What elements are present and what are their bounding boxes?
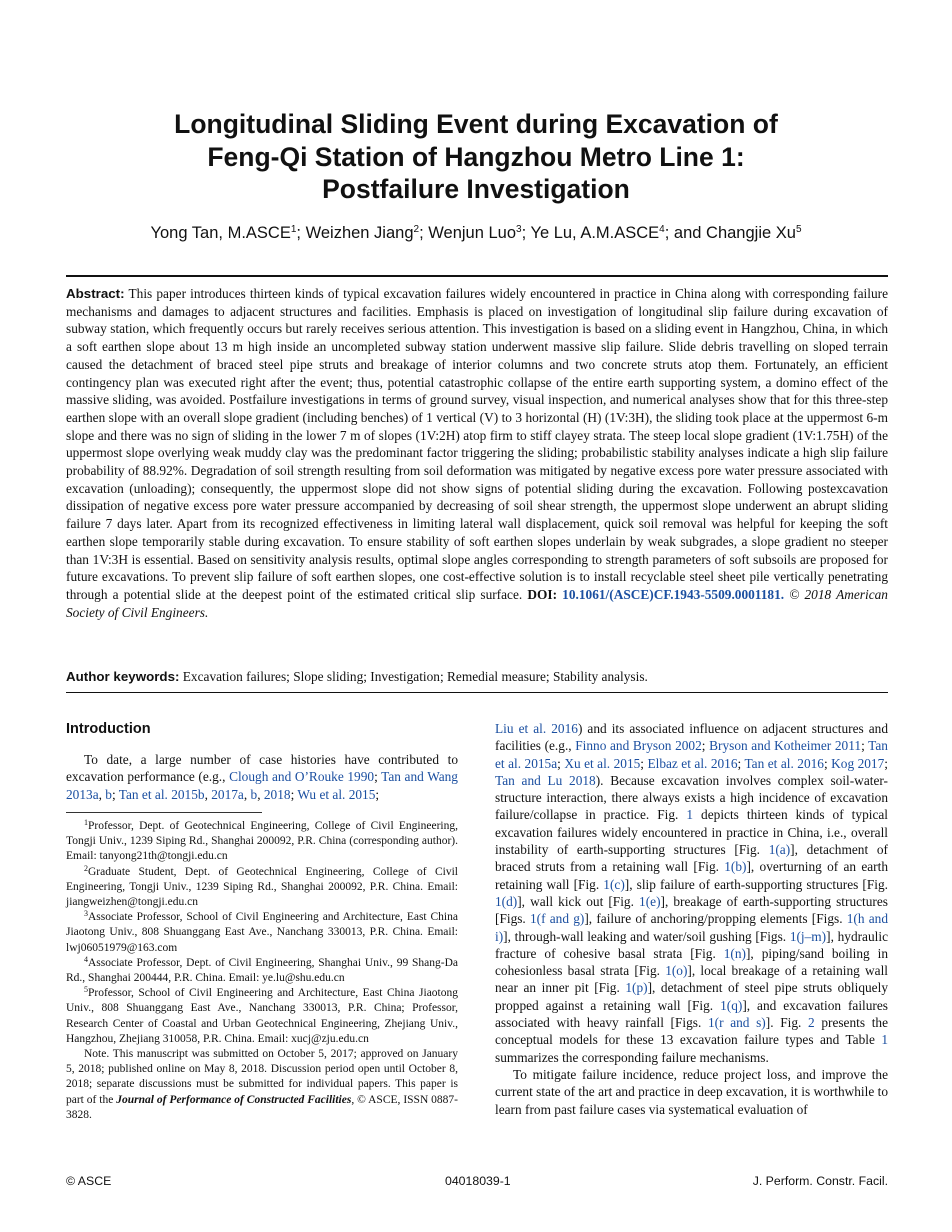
keywords-rule <box>66 692 888 693</box>
paragraph-text: To date, a large number of case histories have contributed to excavation performance (e.g., <box>66 752 458 785</box>
paragraph-text: ], slip failure of earth-supporting structures [Fig. <box>624 876 888 892</box>
citation-link[interactable]: 1(r and s) <box>707 1015 766 1031</box>
paragraph-text: , <box>204 786 212 802</box>
left-column <box>66 720 458 1123</box>
paragraph-text: ; <box>111 786 119 802</box>
paragraph-text: ) and its associated influence on adjacent structures and facilities (e.g., <box>495 721 888 754</box>
author-name: Wenjun Luo <box>428 224 517 242</box>
paragraph-text: ], through-wall leaking and water/soil gushing [Figs. <box>503 928 790 944</box>
right-column <box>495 720 888 1118</box>
intro-paragraph: To mitigate failure incidence, reduce project loss, and improve the current state of the art and practice in deep excavation, it is worthwhile to learn from past failure cases via systematical evaluation of <box>495 1066 888 1117</box>
citation-link[interactable]: Tan et al. 2015b <box>118 786 205 802</box>
footnote: $^2$Graduate Student, Dept. of Geotechnical Engineering, College of Civil Engineering, Tongji Univ., 1239 Siping Rd., Shanghai 200092, P.R. China. Email: jiangweizhen@tongji.edu.cn <box>66 863 458 908</box>
paragraph-text: ). Because excavation involves complex soil-water-structure interaction, there always exists a high incidence of excavation failure/collapse in practice. Fig. <box>495 772 888 823</box>
citation-link[interactable]: 1(h and i) <box>495 911 888 944</box>
submission-note: Note. This manuscript was submitted on October 5, 2017; approved on January 5, 2018; published online on May 8, 2018. Discussion period open until October 8, 2018; separate discussions must be submitted for individual papers. This paper is part of the Journal of Performance of Constructed Facilities, © ASCE, ISSN 0887-3828. <box>66 1047 458 1121</box>
citation-link[interactable]: 1(a) <box>768 842 791 858</box>
paragraph-text: ; <box>375 786 380 802</box>
abstract-copyright: © 2018 American Society of Civil Engineers. <box>66 586 888 620</box>
paragraph-text: ; <box>290 786 298 802</box>
author-list: Yong Tan, M.ASCE$^1$; Weizhen Jiang$^2$; Wenjun Luo$^3$; Ye Lu, A.M.ASCE$^4$; and Changjie Xu$^5$ <box>150 224 802 242</box>
citation-link[interactable]: 2018 <box>263 786 291 802</box>
footnotes <box>66 819 458 1123</box>
paragraph-text: presents the conceptual models for these 13 excavation failure types and Table <box>495 1015 889 1048</box>
paragraph-text: ; <box>861 738 869 754</box>
paragraph-text: summarizes the corresponding failure mechanisms. <box>495 1049 769 1065</box>
author-name: Changjie Xu <box>706 224 796 242</box>
citation-link[interactable]: 1(c) <box>603 876 625 892</box>
author-name: Ye Lu, A.M.ASCE <box>530 224 660 242</box>
paragraph-text: ], detachment of steel pipe struts obliquely propped against a retaining wall [Fig. <box>495 980 888 1013</box>
citation-link[interactable]: 1(j–m) <box>789 928 827 944</box>
citation-link[interactable]: 1(p) <box>625 980 648 996</box>
paper-title <box>60 108 892 206</box>
paragraph-text: , <box>243 786 251 802</box>
author-affiliation-mark: 4 <box>659 224 665 235</box>
citation-link[interactable]: b <box>250 786 258 802</box>
citation-link[interactable]: Liu et al. 2016 <box>495 721 578 736</box>
citation-link[interactable]: 1(e) <box>639 893 661 909</box>
paragraph-text: ], local breakage of a retaining wall near an inner pit [Fig. <box>495 963 888 996</box>
citation-link[interactable]: Wu et al. 2015 <box>297 786 376 802</box>
paragraph-text: ], detachment of braced struts from a retaining wall [Fig. <box>495 842 888 875</box>
author-keywords <box>66 668 888 686</box>
title-line: Feng-Qi Station of Hangzhou Metro Line 1: <box>207 141 745 172</box>
paragraph-text: , <box>257 786 264 802</box>
keywords-label: Author keywords: <box>66 669 180 684</box>
citation-link[interactable]: 2 <box>808 1015 815 1031</box>
paragraph-text: ], failure of anchoring/propping elements [Figs. <box>584 911 847 927</box>
footnote: $^3$Associate Professor, School of Civil Engineering and Architecture, East China Jiaotong Univ., 808 Shuanggang East Ave., Nanchang 330013, P.R. China. Email: lwj06051979@163.com <box>66 909 458 954</box>
citation-link[interactable]: Tan and Wang 2013a <box>66 769 458 802</box>
abstract-text: This paper introduces thirteen kinds of typical excavation failures widely encountered in practice in China along with corresponding failure mechanisms and damages to adjacent structures and facilities. Emphasis is placed on investigation of longitudinal slip failure during excavation of subway station, which frequently occurs but rarely receives serious attention. This investigation is based on a sliding event in Hangzhou, China, in which a soft earthen slope about 13 m high inside an uncompleted subway station underwent massive slip failure. Slide debris travelling on sloped terrain caused the detachment of braced steel pipe struts and breakage of interior columns and two concrete struts atop them. Fortunately, an efficient contingency plan was executed right after the event; thus, potential catastrophic collapse of the entire earth supporting system, a domino effect of the massive sliding, was avoided. Postfailure investigations in terms of ground survey, visual inspection, and numerical analyses show that for this three-step earthen slope with an overall slope gradient (including benches) of 1 vertical (V) to 3 horizontal (H) (1V:3H), the sliding took place at the uppermost 6-m slope and there was no sign of sliding in the lower 7 m of slopes (1V:2H) atop firm to stiff clayey strata. The steep local slope gradient (1V:1.75H) of the uppermost slope overlying weak muddy clay was the predominant factor triggering the sliding; probabilistic stability analyses indicate a high slip failure probability of 88.92%. Degradation of soil strength resulting from soil deformation was mitigated by negative excess pore water pressure associated with excavation (unloading); consequently, the uppermost slope did not show signs of potential sliding during the excavation. Following postexcavation dissipation of negative excess pore water pressure accompanied by decreasing of soil shear strength, the uppermost slope underwent an abrupt sliding failure 7 days later. Apart from its recognized effectiveness in limiting lateral wall displacement, quick soil removal was helpful for keeping the soft earthen slope temporarily stable during excavation. To ensure stability of soft earthen slopes underlain by weak subgrades, a slope gradient no steeper than 1V:3H is essential. Based on sensitivity analysis results, optimal slope angles corresponding to strength parameters of soft subsoils are proposed for future excavations. To prevent slip failure of soft earthen slopes, one cost-effective solution is to install recyclable steel sheet pile vertically penetrating through a potential slide at the deepest point of the estimated critical slip surface. <box>66 286 888 602</box>
citation-link[interactable]: 1 <box>686 807 694 823</box>
header-rule <box>66 275 888 277</box>
paragraph-text: ], hydraulic fracture of cohesive basal strata [Fig. <box>495 928 888 961</box>
paragraph-text: ; <box>737 755 745 771</box>
author-affiliation-mark: 1 <box>290 224 297 235</box>
doi-link[interactable]: 10.1061/(ASCE)CF.1943-5509.0001181. <box>562 586 785 602</box>
journal-name: Journal of Performance of Constructed Facilities <box>116 1093 352 1106</box>
citation-link[interactable]: Bryson and Kotheimer 2011 <box>709 738 862 754</box>
citation-link[interactable]: Tan et al. 2015a <box>495 738 888 771</box>
citation-link[interactable]: Xu et al. 2015 <box>564 755 641 771</box>
citation-link[interactable]: b <box>105 786 112 802</box>
author-affiliation-mark: 3 <box>516 224 522 235</box>
citation-link[interactable]: 2017a <box>211 786 244 802</box>
citation-link[interactable]: 1(q) <box>720 997 743 1013</box>
footnote: $^1$Professor, Dept. of Geotechnical Engineering, College of Civil Engineering, Tongji Univ., 1239 Siping Rd., Shanghai 200092, P.R. China (corresponding author). Email: tanyong21th@tongji.edu.cn <box>66 817 458 863</box>
paragraph-text: depicts thirteen kinds of typical excavation failures widely encountered in practice in China, i.e., overall instability of earth-supporting structures [Fig. <box>495 807 888 858</box>
citation-link[interactable]: Clough and O’Rouke 1990 <box>229 769 375 785</box>
citation-link[interactable]: 1(f and g) <box>529 911 585 927</box>
paragraph-text: ], overturning of an earth retaining wall [Fig. <box>495 859 888 892</box>
paragraph-text: ; <box>823 755 832 771</box>
title-line: Postfailure Investigation <box>322 174 630 204</box>
citation-link[interactable]: Kog 2017 <box>831 755 885 771</box>
intro-paragraph <box>66 751 458 803</box>
doi-label: DOI: <box>527 586 558 602</box>
citation-link[interactable]: Tan et al. 2016 <box>744 755 824 771</box>
citation-link[interactable]: 1 <box>881 1032 888 1048</box>
title-line: Longitudinal Sliding Event during Excavation of <box>174 109 778 139</box>
intro-paragraph <box>495 720 888 1066</box>
footnote: $^5$Professor, School of Civil Engineering and Architecture, East China Jiaotong Univ., 808 Shuanggang East Ave., Nanchang 330013, P.R. China; Professor, Research Center of Coastal and Urban Geotechnical Engineering, Zhejiang Univ., Hangzhou, Zhejiang 310058, P.R. China. Email: xucj@zju.edu.cn <box>66 985 458 1045</box>
page-number: 04018039-1 <box>445 1174 511 1188</box>
citation-link[interactable]: Finno and Bryson 2002 <box>575 738 702 754</box>
footnote: $^4$Associate Professor, Dept. of Civil Engineering, Shanghai Univ., 99 Shang-Da Rd., Shanghai 200444, P.R. China. Email: ye.lu@shu.edu.cn <box>66 954 458 984</box>
paragraph-text: ; <box>884 755 888 771</box>
citation-link[interactable]: 1(n) <box>723 945 746 961</box>
page-footer <box>66 1172 888 1190</box>
author-affiliation-mark: 2 <box>413 224 420 235</box>
citation-link[interactable]: 1(d) <box>495 893 518 909</box>
paragraph-text: ; <box>701 738 710 754</box>
paragraph-text: ], breakage of earth-supporting structures [Figs. <box>495 893 888 927</box>
citation-link[interactable]: Elbaz et al. 2016 <box>647 755 738 771</box>
paragraph-text: ; <box>557 755 565 771</box>
citation-link[interactable]: 1(b) <box>724 859 747 875</box>
paragraph-text: ], wall kick out [Fig. <box>517 893 640 909</box>
author-name: Yong Tan, M.ASCE <box>150 224 291 242</box>
paragraph-text: ; <box>640 755 648 771</box>
paragraph-text: ; <box>374 769 382 785</box>
section-heading: Introduction <box>66 721 151 737</box>
citation-link[interactable]: Tan and Lu 2018 <box>495 772 596 788</box>
paragraph-text: ]. Fig. <box>765 1015 808 1031</box>
abstract-label: Abstract: <box>66 286 125 301</box>
author-affiliation-mark: 5 <box>795 224 802 235</box>
footer-copyright: © ASCE <box>66 1174 112 1188</box>
abstract <box>66 285 888 621</box>
keywords-text: Excavation failures; Slope sliding; Investigation; Remedial measure; Stability analysis. <box>182 669 648 684</box>
citation-link[interactable]: 1(o) <box>665 963 688 979</box>
author-name: Weizhen Jiang <box>305 224 414 242</box>
paragraph-text: ], piping/sand boiling in cohesionless basal strata [Fig. <box>495 945 889 979</box>
footnote-rule <box>66 812 262 813</box>
paragraph-text: , <box>98 786 106 802</box>
journal-abbrev: J. Perform. Constr. Facil. <box>752 1174 888 1188</box>
paragraph-text: ], and excavation failures associated with heavy rainfall [Figs. <box>495 997 888 1031</box>
